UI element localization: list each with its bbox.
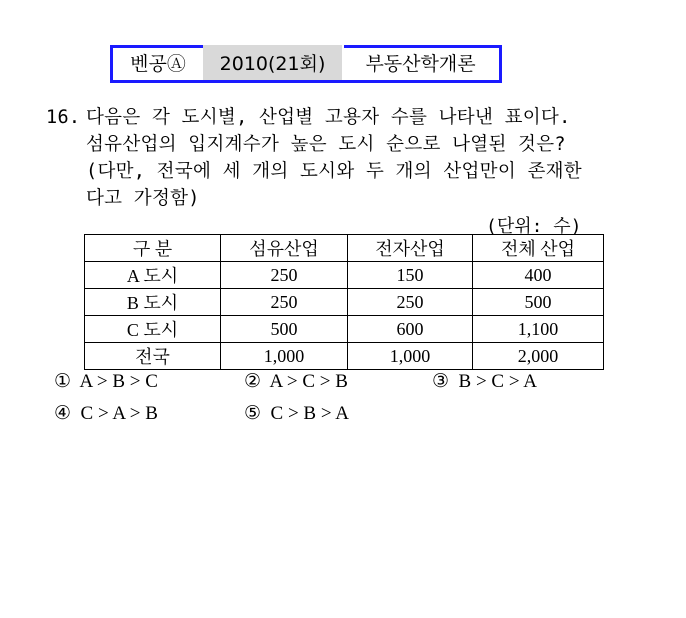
exam-header	[110, 45, 502, 83]
table-row	[85, 289, 604, 316]
answer-options	[54, 370, 614, 434]
table-cell: 400	[473, 262, 604, 289]
option-marker: ④	[54, 403, 72, 424]
table-cell: 1,000	[348, 343, 473, 370]
option-3[interactable]	[432, 370, 537, 393]
table-cell: 1,100	[473, 316, 604, 343]
option-5[interactable]	[244, 402, 349, 425]
question-text-1: 다음은 각 도시별, 산업별 고용자 수를 나타낸 표이다.	[86, 107, 571, 128]
option-marker: ⑤	[244, 403, 262, 424]
header-cell-textile: 섬유산업	[221, 235, 348, 262]
employment-table	[84, 234, 604, 370]
table-cell: C 도시	[85, 316, 221, 343]
table-row	[85, 343, 604, 370]
table-cell: 150	[348, 262, 473, 289]
question-line-4: 다고 가정함)	[86, 188, 200, 209]
table-cell: 500	[221, 316, 348, 343]
header-cell-category: 구 분	[85, 235, 221, 262]
option-marker: ②	[244, 371, 262, 392]
option-marker: ③	[432, 371, 450, 392]
question-line-2: 섬유산업의 입지계수가 높은 도시 순으로 나열된 것은?	[86, 134, 566, 155]
options-row-1	[54, 370, 614, 402]
header-cell-total: 전체 산업	[473, 235, 604, 262]
option-1[interactable]	[54, 370, 158, 393]
table-cell: 600	[348, 316, 473, 343]
table-cell: B 도시	[85, 289, 221, 316]
table-cell: 250	[221, 262, 348, 289]
option-text: C > A > B	[80, 403, 158, 424]
option-2[interactable]	[244, 370, 348, 393]
option-text: B > C > A	[458, 371, 537, 392]
question-block	[46, 104, 646, 212]
table-row	[85, 316, 604, 343]
header-cell-electronics: 전자산업	[348, 235, 473, 262]
option-text: C > B > A	[270, 403, 349, 424]
option-text: A > C > B	[269, 371, 348, 392]
table-unit: (단위: 수)	[486, 216, 582, 237]
header-year: 2010(21회)	[203, 45, 342, 80]
table-row	[85, 262, 604, 289]
table-header-row	[85, 235, 604, 262]
table-cell: 500	[473, 289, 604, 316]
option-4[interactable]	[54, 402, 158, 425]
header-brand: 벤공Ⓐ	[130, 53, 186, 75]
table-cell: 전국	[85, 343, 221, 370]
option-text: A > B > C	[79, 371, 158, 392]
table-cell: 250	[348, 289, 473, 316]
table-cell: 1,000	[221, 343, 348, 370]
header-subject: 부동산학개론	[365, 53, 476, 75]
question-line-3: (다만, 전국에 세 개의 도시와 두 개의 산업만이 존재한	[86, 161, 582, 182]
options-row-2	[54, 402, 614, 434]
question-line-1	[46, 104, 646, 131]
table-cell: A 도시	[85, 262, 221, 289]
table-cell: 2,000	[473, 343, 604, 370]
option-marker: ①	[54, 371, 72, 392]
table-cell: 250	[221, 289, 348, 316]
question-number: 16.	[46, 107, 81, 128]
